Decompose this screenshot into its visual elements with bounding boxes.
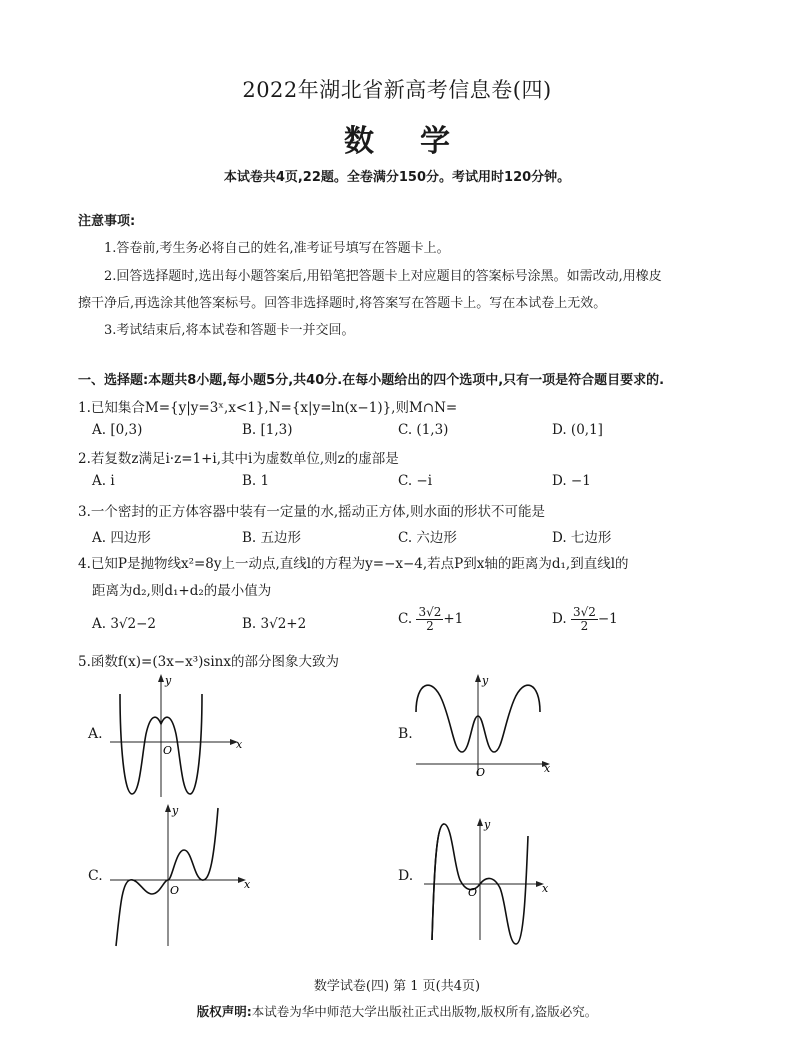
q1-option-c: C. (1,3)	[398, 422, 449, 438]
q3-option-a: A. 四边形	[92, 530, 151, 546]
notice-item-2: 2.回答选择题时,选出每小题答案后,用铅笔把答题卡上对应题目的答案标号涂黑。如需改动,用橡皮	[104, 269, 662, 284]
q3-option-d: D. 七边形	[552, 530, 612, 546]
q2-option-b: B. 1	[242, 473, 270, 489]
question-1-stem: 1.已知集合M={y|y=3ˣ,x<1},N={x|y=ln(x−1)},则M∩N=	[78, 400, 458, 416]
q4-option-a: A. 3√2−2	[92, 616, 157, 632]
graph-b-x-label: x	[544, 762, 551, 775]
q4-option-d-prefix: D.	[552, 611, 567, 627]
q4-option-d-denominator: 2	[580, 619, 589, 633]
graph-b-origin: O	[476, 766, 486, 779]
graph-d-option: D.	[398, 868, 414, 884]
q4-option-c-fraction	[416, 606, 443, 633]
q4-option-d-suffix: −1	[597, 611, 618, 627]
q4-option-c-numerator: 3√2	[418, 605, 442, 619]
graph-a-y-label: y	[165, 674, 172, 687]
graph-c-origin: O	[170, 884, 180, 897]
q3-option-b: B. 五边形	[242, 530, 302, 546]
q4-option-d	[552, 606, 618, 633]
question-3-stem: 3.一个密封的正方体容器中装有一定量的水,摇动正方体,则水面的形状不可能是	[78, 504, 545, 520]
exam-title: 2022年湖北省新高考信息卷(四)	[242, 78, 552, 102]
notice-item-2-cont: 擦干净后,再选涂其他答案标号。回答非选择题时,将答案写在答题卡上。写在本试卷上无效。	[78, 296, 607, 311]
graph-d-x-label: x	[542, 882, 549, 895]
question-2-stem: 2.若复数z满足i·z=1+i,其中i为虚数单位,则z的虚部是	[78, 451, 399, 467]
q4-option-c-prefix: C.	[398, 611, 413, 627]
graph-d	[418, 816, 558, 946]
notice-item-1: 1.答卷前,考生务必将自己的姓名,准考证号填写在答题卡上。	[104, 241, 450, 256]
graph-a-x-label: x	[236, 738, 243, 751]
q2-option-d: D. −1	[552, 473, 591, 489]
q1-option-a: A. [0,3)	[92, 422, 143, 438]
section-heading: 一、选择题:本题共8小题,每小题5分,共40分.在每小题给出的四个选项中,只有一项是符合题目要求的.	[78, 373, 665, 388]
q1-option-b: B. [1,3)	[242, 422, 293, 438]
graph-c-option: C.	[88, 868, 103, 884]
q4-option-c-denominator: 2	[426, 619, 434, 633]
graph-c-x-label: x	[244, 878, 251, 891]
graph-a-origin: O	[163, 744, 173, 757]
page-footer: 数学试卷(四) 第 1 页(共4页)	[313, 979, 481, 994]
graph-b-option: B.	[398, 726, 413, 742]
graph-d-origin: O	[468, 886, 478, 899]
subject-title: 数学	[344, 124, 496, 159]
copyright-notice	[0, 1002, 794, 1020]
q2-option-a: A. i	[92, 473, 115, 489]
q3-option-c: C. 六边形	[398, 530, 457, 546]
question-4-stem-line1: 4.已知P是抛物线x²=8y上一动点,直线l的方程为y=−x−4,若点P到x轴的距离为d₁,到直线l的	[78, 556, 629, 572]
q4-option-b: B. 3√2+2	[242, 616, 307, 632]
graph-a-option: A.	[88, 726, 103, 742]
question-5-stem: 5.函数f(x)=(3x−x³)sinx的部分图象大致为	[78, 654, 339, 670]
copyright-label: 版权声明:	[196, 1004, 252, 1019]
q1-option-d: D. (0,1]	[552, 422, 603, 438]
q4-option-d-numerator: 3√2	[572, 605, 596, 619]
graph-b	[410, 672, 560, 782]
notice-item-3: 3.考试结束后,将本试卷和答题卡一并交回。	[104, 323, 355, 338]
graph-b-y-label: y	[482, 674, 489, 687]
graph-c-y-label: y	[172, 804, 179, 817]
graph-a	[104, 672, 254, 802]
graph-d-y-label: y	[484, 818, 491, 831]
q4-option-c	[398, 606, 463, 633]
graph-c	[104, 798, 264, 948]
q4-option-c-suffix: +1	[443, 611, 464, 627]
exam-info: 本试卷共4页,22题。全卷满分150分。考试用时120分钟。	[223, 170, 571, 185]
copyright-text: 本试卷为华中师范大学出版社正式出版物,版权所有,盗版必究。	[251, 1004, 598, 1019]
notice-heading: 注意事项:	[78, 214, 136, 229]
q4-option-d-fraction	[571, 606, 598, 633]
question-4-stem-line2: 距离为d₂,则d₁+d₂的最小值为	[92, 583, 272, 599]
q2-option-c: C. −i	[398, 473, 433, 489]
